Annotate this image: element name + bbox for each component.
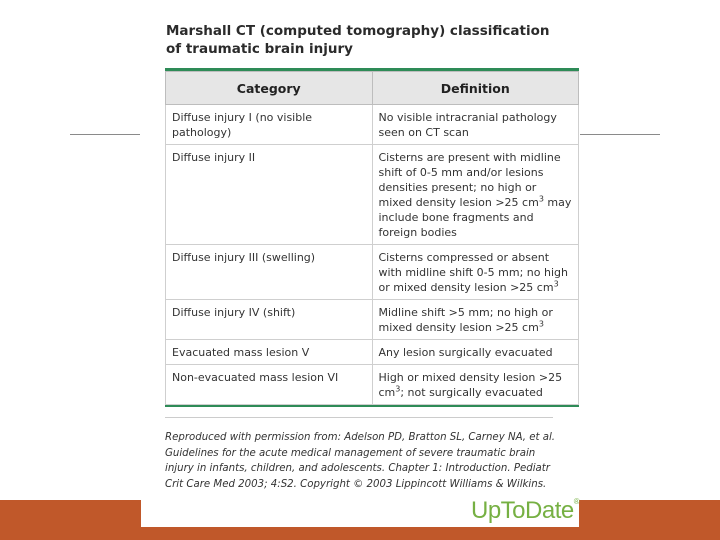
- definition-cell: [372, 365, 579, 405]
- definition-suffix: ; not surgically evacuated: [400, 386, 543, 399]
- logo-text: UpToDate: [471, 497, 574, 524]
- document-image: [141, 12, 579, 527]
- definition-text: No visible intracranial pathology seen on CT scan: [378, 111, 557, 139]
- definition-cell: [372, 245, 579, 300]
- category-cell: Diffuse injury II: [166, 145, 373, 245]
- definition-text: High or mixed density lesion >25 cm: [378, 371, 563, 399]
- superscript: 3: [538, 194, 544, 204]
- source-citation: Reproduced with permission from: Adelson PD, Bratton SL, Carney NA, et al. Guidelines for the acute medical management of severe traumatic brain injury in infants, children, and adolescents. Chapter 1: Introduction. Pediatr Crit Care Med 2003; 4:S2. Copyright © 2003 Lippincott Williams & Wilkins.: [165, 432, 556, 490]
- definition-cell: [372, 145, 579, 245]
- decorative-line-right: [580, 134, 660, 135]
- table-row: [166, 245, 579, 300]
- definition-cell: [372, 340, 579, 365]
- category-cell: Diffuse injury I (no visible pathology): [166, 105, 373, 145]
- category-cell: Diffuse injury III (swelling): [166, 245, 373, 300]
- category-cell: Diffuse injury IV (shift): [166, 300, 373, 340]
- superscript: 3: [553, 279, 559, 289]
- table-header-row: [166, 72, 579, 105]
- definition-text: Midline shift >5 mm; no high or mixed density lesion >25 cm: [378, 306, 553, 334]
- source-divider: [165, 417, 553, 418]
- header-category: Category: [166, 72, 373, 105]
- category-cell: Non-evacuated mass lesion VI: [166, 365, 373, 405]
- table-row: [166, 365, 579, 405]
- superscript: 3: [395, 384, 401, 394]
- table-row: [166, 300, 579, 340]
- table-row: [166, 105, 579, 145]
- definition-text: Cisterns compressed or absent with midline shift 0-5 mm; no high or mixed density lesion >25 cm: [378, 251, 568, 294]
- definition-suffix: may include bone fragments and foreign bodies: [378, 196, 572, 239]
- decorative-line-left: [70, 134, 140, 135]
- document-title: Marshall CT (computed tomography) classification of traumatic brain injury: [166, 23, 550, 57]
- category-cell: Evacuated mass lesion V: [166, 340, 373, 365]
- table-row: [166, 145, 579, 245]
- table-row: [166, 340, 579, 365]
- definition-text: Any lesion surgically evacuated: [378, 346, 553, 359]
- header-definition: Definition: [372, 72, 579, 105]
- definition-cell: [372, 105, 579, 145]
- definition-cell: [372, 300, 579, 340]
- definition-text: Cisterns are present with midline shift of 0-5 mm and/or lesions densities present; no high or mixed density lesion >25 cm: [378, 151, 561, 209]
- superscript: 3: [538, 319, 544, 329]
- registered-mark: ®: [573, 497, 580, 506]
- uptodate-logo: [471, 497, 579, 525]
- classification-table: [165, 68, 579, 407]
